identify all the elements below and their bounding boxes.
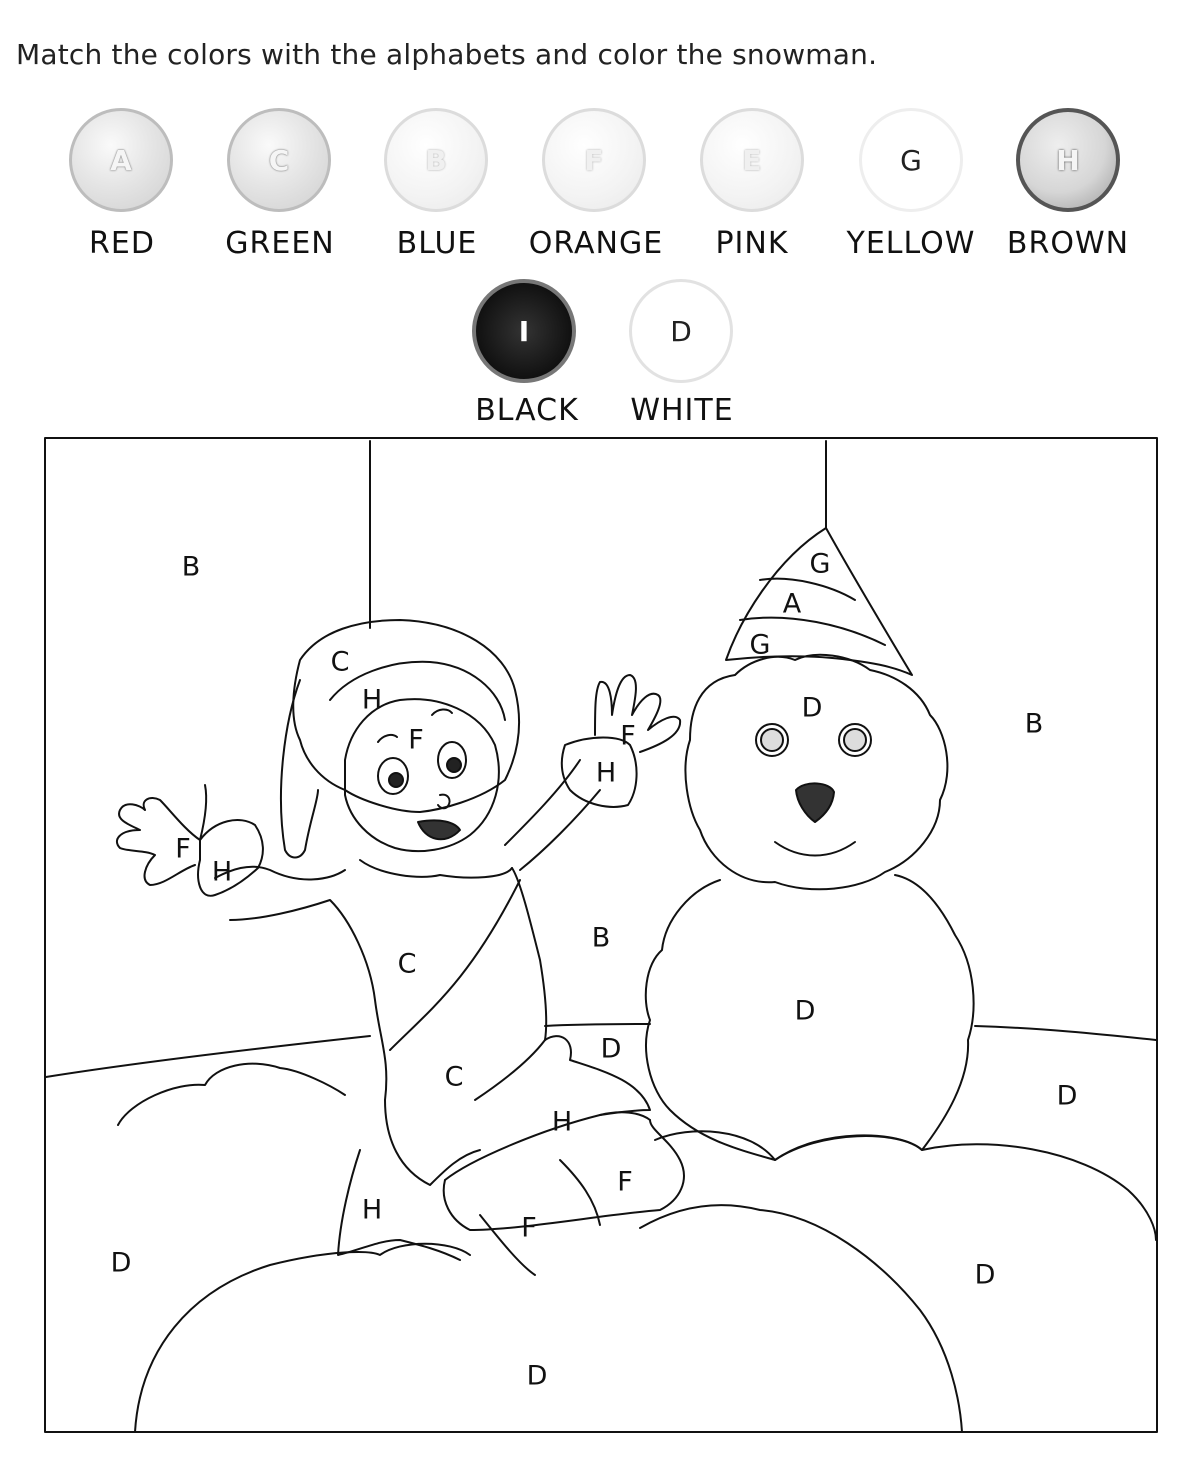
color-name-red: RED [89, 226, 155, 261]
color-name-blue: BLUE [396, 226, 478, 261]
label-kid-face: F [408, 724, 424, 756]
label-kid-left-cuff: H [211, 856, 233, 888]
label-hat-top: G [809, 548, 831, 580]
kid-coat-fold-2 [475, 1040, 545, 1100]
snow-mound-right [655, 1131, 1156, 1240]
kid-leg-divider [560, 1160, 600, 1225]
kid-right-arm-top [505, 760, 580, 845]
swatch-pink: E [700, 108, 804, 212]
label-kid-leg-left: F [617, 1166, 633, 1198]
label-kid-leg-right: F [521, 1212, 537, 1244]
swatch-brown: H [1016, 108, 1120, 212]
instruction-text: Match the colors with the alphabets and color the snowman. [16, 38, 878, 71]
kid-pupil-left [389, 773, 403, 787]
snowman-eye-right-inner [844, 729, 866, 751]
kid-collar [360, 860, 512, 878]
label-snow-right: D [1056, 1080, 1078, 1112]
kid-hood-tail [281, 680, 318, 858]
swatch-yellow: G [859, 108, 963, 212]
label-kid-boot-left: H [361, 1194, 383, 1226]
snowman-nose [796, 783, 834, 822]
label-sky-middle: B [591, 922, 611, 954]
snow-mound-bottom-right [640, 1205, 962, 1432]
swatch-red: A [69, 108, 173, 212]
floor-line-mid [545, 1024, 650, 1026]
kid-mouth [418, 820, 460, 839]
swatch-black: I [472, 279, 576, 383]
swatch-white: D [629, 279, 733, 383]
label-kid-coat-upper: C [397, 948, 417, 980]
label-hat-band: A [782, 588, 802, 620]
kid-left-arm-top [215, 867, 345, 880]
kid-boot-left [338, 1150, 460, 1260]
label-snow-left: D [110, 1247, 132, 1279]
kid-nose [438, 795, 450, 809]
color-name-black: BLACK [475, 393, 579, 428]
kid-pupil-right [447, 758, 461, 772]
label-sky-right: B [1024, 708, 1044, 740]
snow-mound-bottom-left [135, 1244, 470, 1432]
kid-brow-right [432, 709, 452, 715]
color-name-yellow: YELLOW [846, 226, 976, 261]
kid-right-hand [595, 675, 680, 752]
color-name-white: WHITE [630, 393, 734, 428]
color-name-brown: BROWN [1006, 226, 1130, 261]
label-snowman-head: D [801, 692, 823, 724]
hat-stripe-top [760, 579, 855, 600]
label-snow-middle-right: D [974, 1259, 996, 1291]
label-kid-hood-trim: H [361, 684, 383, 716]
kid-boot-top [545, 1033, 650, 1115]
label-sky-left: B [181, 551, 201, 583]
kid-coat-right-edge [512, 868, 546, 1040]
swatch-orange: F [542, 108, 646, 212]
color-name-green: GREEN [225, 226, 335, 261]
label-hat-bottom: G [749, 629, 771, 661]
snowman-eye-left-inner [761, 729, 783, 751]
label-kid-right-hand: F [620, 720, 636, 752]
kid-brow-left [378, 735, 397, 742]
label-kid-right-cuff: H [595, 757, 617, 789]
label-snowman-body: D [794, 995, 816, 1027]
label-kid-coat-lower: C [444, 1061, 464, 1093]
label-snow-center: D [600, 1033, 622, 1065]
snowman-mouth [775, 842, 855, 856]
floor-line-right [975, 1026, 1156, 1040]
label-kid-hood: C [330, 646, 350, 678]
snow-mound-left [118, 1064, 345, 1125]
kid-coat-lower [385, 1100, 480, 1185]
label-kid-left-hand: F [175, 833, 191, 865]
swatch-green: C [227, 108, 331, 212]
label-kid-boot-trim: H [551, 1106, 573, 1138]
label-snow-bottom: D [526, 1360, 548, 1392]
kid-left-thumb [200, 785, 206, 840]
swatch-blue: B [384, 108, 488, 212]
kid-left-arm-bottom [230, 900, 386, 1100]
floor-line-left [46, 1036, 370, 1077]
kid-hood-trim [330, 662, 505, 720]
snowman-head [685, 655, 947, 889]
color-name-pink: PINK [715, 226, 789, 261]
color-name-orange: ORANGE [528, 226, 664, 261]
